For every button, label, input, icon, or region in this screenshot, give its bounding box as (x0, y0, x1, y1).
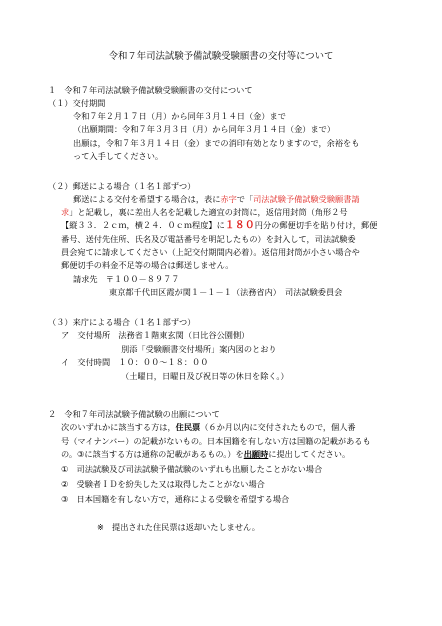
request-address-label: 請求先 〒１００－８９７７ (73, 274, 180, 284)
visit-hours: イ 交付時間 １０：００～１８：００ (61, 357, 209, 367)
condition-item-1: ① 司法試験及び司法試験予備試験のいずれも出願したことがない場合 (61, 464, 323, 474)
paragraph-text: の。③に該当する方は通称の記載があるもの。）を (61, 449, 244, 459)
document-title: 令和７年司法試験予備試験受験願書の交付等について (108, 51, 334, 62)
paragraph-text: （６か月以内に交付されたもので，個人番 (200, 422, 356, 432)
mail-paragraph-line5: 員会宛てに請求してください（上記交付期間内必着）。返信用封筒が小さい場合や (61, 247, 360, 257)
section2-paragraph-line2: 号（マイナンバー）の記載がないもの。日本国籍を有しない方は国籍の記載があるも (61, 436, 371, 446)
section2-paragraph-line1 (61, 421, 356, 433)
mail-paragraph-line6: 郵便切手の料金不足等の場合は郵送しません。 (61, 260, 234, 270)
mail-text: 【縦３３．２ｃｍ，横２４．０ｃｍ程度】に (61, 220, 225, 230)
item3-heading: （３）来庁による場合（１名１部ずつ） (48, 317, 196, 327)
item1-heading: （１）交付期間 (48, 98, 106, 108)
section2-paragraph-line3 (61, 448, 350, 460)
section1-heading: １ 令和７年司法試験予備試験受験願書の交付について (48, 85, 253, 95)
red-text-emphasis: 赤字 (220, 194, 237, 204)
mail-text: 」と記載し，裏に差出人名を記載した適宜の封筒に，返信用封筒（角形２号 (69, 207, 348, 217)
visit-location: ア 交付場所 法務省１階東玄関（日比谷公園側） (61, 330, 250, 340)
visit-hours-detail: （土曜日，日曜日及び祝日等の休日を除く。） (121, 371, 289, 381)
paragraph-text: に提出してください。 (268, 449, 351, 459)
mail-paragraph-line2 (61, 206, 348, 218)
mail-text: で「 (236, 194, 254, 204)
visit-location-detail: 別添「受験願書交付場所」案内図のとおり (121, 344, 277, 354)
resident-card-emphasis: 住民票 (175, 422, 201, 432)
item2-heading: （２）郵送による場合（１名１部ずつ） (48, 181, 196, 191)
mail-paragraph-line4: 番号、送付先住所、氏名及び電話番号を明記したもの）を封入して，司法試験委 (61, 234, 356, 244)
request-label-red: 司法試験予備試験受験願書請 (253, 194, 360, 204)
mail-paragraph-line1 (73, 193, 360, 205)
application-time-emphasis: 出願時 (243, 449, 269, 459)
paragraph-text: 次のいずれかに該当する方は， (61, 422, 176, 432)
mail-paragraph-line3 (61, 219, 377, 232)
postage-amount: １８０ (224, 220, 255, 231)
section2-heading: ２ 令和７年司法試験予備試験の出願について (48, 409, 220, 419)
mail-text: 郵送による交付を希望する場合は，表に (73, 194, 221, 204)
footnote: ※ 提出された住民票は返却いたしません。 (97, 522, 260, 532)
deadline-note-line1: 出願は，令和７年３月１４日（金）までの消印有効となりますので，余裕をも (73, 138, 360, 148)
condition-item-3: ③ 日本国籍を有しない方で，通称による受験を希望する場合 (61, 494, 290, 504)
application-period: （出願期間：令和７年３月３日（月）から同年３月１４日（金）まで） (73, 124, 336, 134)
request-address: 東京都千代田区霞が関１－１－１（法務省内） 司法試験委員会 (109, 287, 343, 297)
mail-text: 円分の郵便切手を貼り付け，郵便 (254, 220, 378, 230)
deadline-note-line2: って入手してください。 (73, 151, 164, 161)
request-label-red: 求 (61, 207, 70, 217)
condition-item-2: ② 受験者ＩＤを紛失した又は取得したことがない場合 (61, 479, 265, 489)
issue-period: 令和７年２月１７日（月）から同年３月１４日（金）まで (73, 111, 286, 121)
